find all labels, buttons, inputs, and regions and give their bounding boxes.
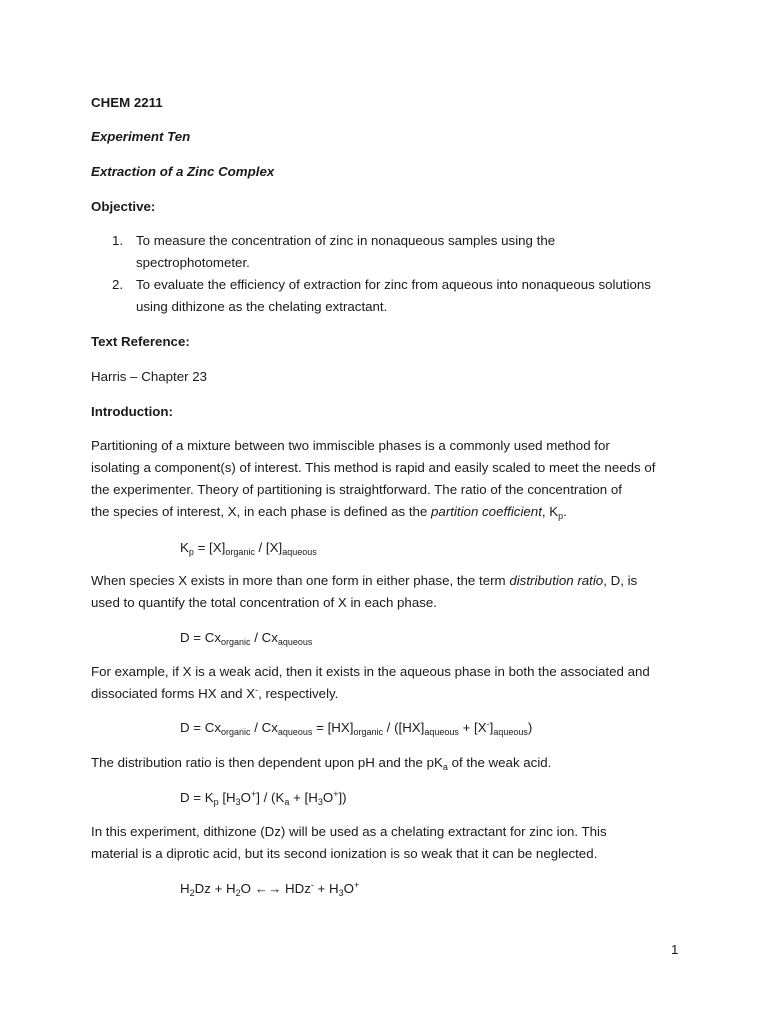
list-text: spectrophotometer. <box>136 255 250 270</box>
equation-partition-coefficient: $K_p = [X]_{organic} / [X]_{aqueous}$ <box>180 540 317 557</box>
paragraph-line: isolating a component(s) of interest. This method is rapid and easily scaled to meet the needs of <box>91 460 656 475</box>
list-text: To measure the concentration of zinc in nonaqueous samples using the <box>136 233 556 248</box>
paragraph-line: used to quantify the total concentration of X in each phase. <box>91 595 437 610</box>
equation-distribution-ratio: $D = Cx_{organic} / Cx_{aqueous}$ <box>180 630 313 647</box>
paragraph-line: dissociated forms HX and X-, respectively. <box>91 685 339 701</box>
list-text: To evaluate the efficiency of extraction for zinc from aqueous into nonaqueous solutions <box>136 277 651 292</box>
list-number: 1. <box>112 233 124 248</box>
equilibrium-arrows-icon: ←→ <box>254 881 282 896</box>
equation-ph-dependence: $D = K_p$ $[H_3O^+] / (K_a + [H_3O^+])$ <box>180 789 347 807</box>
text-reference-heading: Text Reference: <box>91 334 190 349</box>
list-text: using dithizone as the chelating extractant. <box>136 299 388 314</box>
equation-weak-acid: $D = Cx_{organic} / Cx_{aqueous} = [HX]_{organic} / ([HX]_{aqueous} + [X^-]_{aqueous})$ <box>180 719 533 737</box>
course-code: CHEM 2211 <box>91 95 163 110</box>
paragraph-line: In this experiment, dithizone (Dz) will be used as a chelating extractant for zinc ion. This <box>91 824 607 839</box>
paragraph-line: When species X exists in more than one form in either phase, the term distribution ratio, D, is <box>91 573 638 588</box>
equation-dithizone-equilibrium: $H_2Dz + H_2O$ ←→ $HDz^- + H_3O^+$ <box>180 880 360 898</box>
text-reference: Harris – Chapter 23 <box>91 369 208 384</box>
paragraph-line: material is a diprotic acid, but its second ionization is so weak that it can be neglected. <box>91 846 598 861</box>
paragraph-line: For example, if X is a weak acid, then it exists in the aqueous phase in both the associated and <box>91 664 650 679</box>
experiment-title: Extraction of a Zinc Complex <box>91 164 275 179</box>
list-number: 2. <box>112 277 124 292</box>
experiment-number: Experiment Ten <box>91 129 191 144</box>
paragraph-line: the experimenter. Theory of partitioning is straightforward. The ratio of the concentration of <box>91 482 622 497</box>
ph-paragraph: The distribution ratio is then dependent upon pH and the $pK_a$ of the weak acid. <box>91 755 552 772</box>
objective-heading: Objective: <box>91 199 156 214</box>
paragraph-line: Partitioning of a mixture between two immiscible phases is a commonly used method for <box>91 438 610 453</box>
introduction-heading: Introduction: <box>91 404 173 419</box>
paragraph-line: the species of interest, X, in each phase is defined as the partition coefficient, $K_p$. <box>91 504 567 521</box>
page-number: 1 <box>671 942 679 957</box>
